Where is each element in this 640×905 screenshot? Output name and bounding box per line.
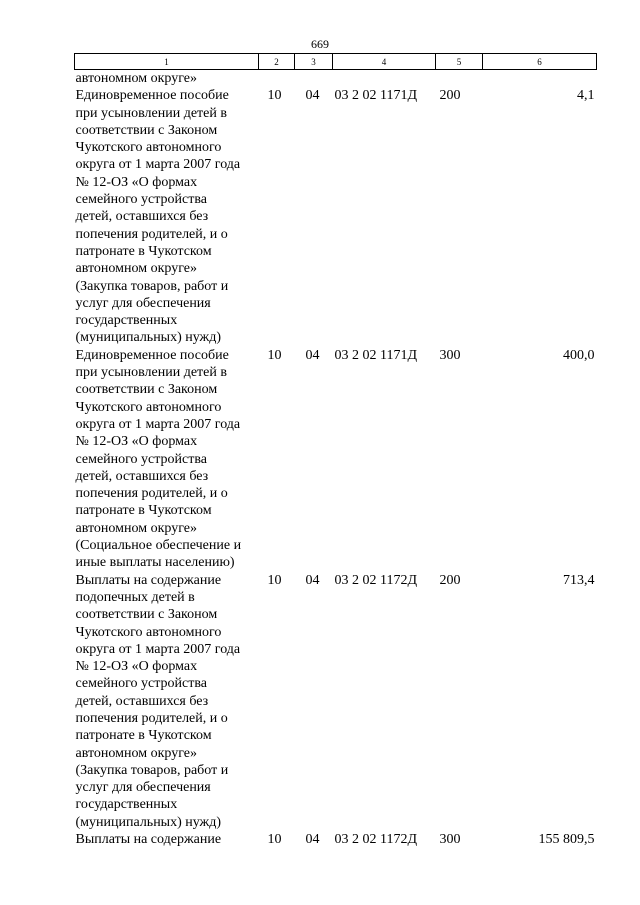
table-row (75, 87, 597, 346)
row-description: Выплаты на содержание (75, 832, 222, 848)
table-body (75, 70, 597, 849)
row-target-article (333, 70, 436, 88)
column-header: 6 (483, 54, 597, 70)
row-expense-type: 200 (439, 572, 461, 588)
row-target-article: 03 2 02 1172Д (334, 832, 418, 848)
row-section: 10 (267, 347, 282, 363)
row-amount (483, 70, 597, 88)
row-section: 10 (267, 88, 282, 104)
row-section: 10 (267, 832, 282, 848)
header-row (75, 54, 597, 70)
row-amount: 713,4 (563, 572, 595, 588)
table-header (75, 54, 597, 70)
row-expense-type: 300 (439, 347, 461, 363)
table-row (75, 70, 597, 88)
row-description: Единовременное пособие при усыновлении детей в соответствии с Законом Чукотского автономного округа от 1 марта 2007 года № 12-ОЗ «О формах семейного устройства детей, оставшихся без попечения родителей, и о патронате в Чукотском автономном округе» (Социальное обеспечение и иные выплаты населению) (75, 347, 242, 571)
column-header: 3 (295, 54, 333, 70)
row-description: автономном округе» (75, 71, 197, 86)
table-row (75, 572, 597, 831)
row-target-article: 03 2 02 1171Д (334, 88, 418, 104)
row-subsection (295, 70, 333, 88)
column-header: 5 (436, 54, 483, 70)
table-row (75, 831, 597, 848)
row-subsection: 04 (305, 572, 320, 588)
row-expense-type: 300 (439, 832, 461, 848)
row-description: Единовременное пособие при усыновлении детей в соответствии с Законом Чукотского автономного округа от 1 марта 2007 года № 12-ОЗ «О формах семейного устройства детей, оставшихся без попечения родителей, и о патронате в Чукотском автономном округе» (Закупка товаров, работ и услуг для обеспечения государственных (муниципальных) нужд) (75, 88, 241, 346)
page-number: 669 (311, 37, 329, 51)
row-subsection: 04 (305, 88, 320, 104)
table-row (75, 347, 597, 572)
row-section: 10 (267, 572, 282, 588)
row-description: Выплаты на содержание подопечных детей в соответствии с Законом Чукотского автономного округа от 1 марта 2007 года № 12-ОЗ «О формах семейного устройства детей, оставшихся без попечения родителей, и о патронате в Чукотском автономном округе» (Закупка товаров, работ и услуг для обеспечения государственных (муниципальных) нужд) (75, 572, 241, 830)
column-header: 4 (333, 54, 436, 70)
row-amount: 4,1 (577, 88, 595, 104)
column-header: 2 (259, 54, 295, 70)
column-header: 1 (75, 54, 259, 70)
row-expense-type (436, 70, 483, 88)
row-amount: 155 809,5 (538, 832, 595, 848)
budget-table (74, 53, 597, 848)
row-section (259, 70, 295, 88)
row-target-article: 03 2 02 1172Д (334, 572, 418, 588)
row-subsection: 04 (305, 832, 320, 848)
row-expense-type: 200 (439, 88, 461, 104)
row-amount: 400,0 (563, 347, 595, 363)
row-target-article: 03 2 02 1171Д (334, 347, 418, 363)
row-subsection: 04 (305, 347, 320, 363)
